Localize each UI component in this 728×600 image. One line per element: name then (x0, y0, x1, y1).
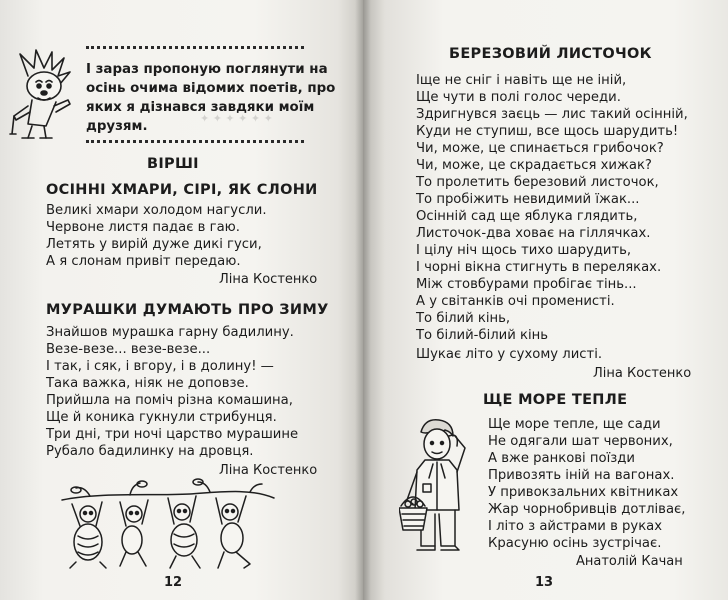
poem-line: І літо з айстрами в руках (488, 519, 663, 534)
poem-author: Ліна Костенко (593, 366, 692, 381)
poem-line: І цілу ніч щось тихо шарудить, (416, 243, 632, 258)
section-title: ВІРШІ (147, 156, 199, 172)
poem-line: Не одягали шат червоних, (488, 434, 673, 449)
intro-top-border (86, 46, 304, 49)
poem-author: Анатолій Качан (576, 554, 683, 569)
intro-bottom-border (86, 140, 304, 143)
hedgehog-mascot-icon (6, 46, 78, 142)
poem-line: То білий-білий кінь (416, 328, 549, 343)
poem-title: БЕРЕЗОВИЙ ЛИСТОЧОК (449, 46, 652, 62)
poem-line: І так, і сяк, і вгору, і в долину! — (46, 359, 274, 374)
poem-line: А вже ранкові поїзди (488, 451, 635, 466)
poem-line: Чи, може, це скрадається хижак? (416, 158, 652, 173)
poem-line: Листочок-два ховає на гіллячках. (416, 226, 651, 241)
poem-line: Червоне листя падає в гаю. (46, 220, 240, 235)
poem-line: Прийшла на поміч різна комашина, (46, 393, 293, 408)
poem-line: То пролетить березовий листочок, (416, 175, 659, 190)
poem-line: У привокзальних квітниках (488, 485, 679, 500)
poem-line: Жар чорнобривців дотліває, (488, 502, 686, 517)
book-gutter (355, 0, 371, 600)
poem-line: Знайшов мурашка гарну бадилину. (46, 325, 294, 340)
poem-line: Везе-везе... везе-везе... (46, 342, 211, 357)
poem-line: Ще чути в полі голос череди. (416, 90, 621, 105)
poem-line: Рубало бадилинку на дровця. (46, 444, 254, 459)
left-page (0, 0, 363, 600)
poem-author: Ліна Костенко (219, 463, 318, 478)
ants-carrying-branch-icon (60, 478, 280, 570)
poem-title: ЩЕ МОРЕ ТЕПЛЕ (483, 392, 628, 408)
poem-line: Між стовбурами пробігає тінь... (416, 277, 637, 292)
bleed-through-text: ✦ ✦ ✦ ✦ ✦ ✦ (200, 112, 273, 125)
intro-line: друзям. (86, 119, 148, 134)
poem-line: Осінній сад ще яблука глядить, (416, 209, 638, 224)
poem-line: Така важка, ніяк не доповзе. (46, 376, 249, 391)
right-page (363, 0, 728, 600)
poem-line: Ще й коника гукнули стрибунця. (46, 410, 277, 425)
poem-line: А я слонам привіт передаю. (46, 254, 241, 269)
poem-line: Привозять іній на вагонах. (488, 468, 675, 483)
poem-line: Шукає літо у сухому листі. (416, 347, 603, 362)
poem-line: Чи, може, це спинається грибочок? (416, 141, 664, 156)
poem-line: Іще не сніг і навіть ще не іній, (416, 73, 627, 88)
page-number: 13 (535, 575, 554, 590)
poem-line: Три дні, три ночі царство мурашине (46, 427, 299, 442)
poem-line: Здригнувся заєць — лис такий осінній, (416, 107, 688, 122)
poem-line: То пробіжить невидимий їжак... (416, 192, 640, 207)
poem-line: Красуню осінь зустрічає. (488, 536, 662, 551)
poem-line: І чорні вікна стигнуть в переляках. (416, 260, 662, 275)
poem-line: Великі хмари холодом нагусли. (46, 203, 267, 218)
poem-line: Куди не ступиш, все щось шарудить! (416, 124, 679, 139)
poem-line: То білий кінь, (416, 311, 511, 326)
intro-line: осінь очима відомих поетів, про (86, 81, 336, 96)
boy-with-basket-icon (399, 414, 479, 564)
poem-line: Летять у вирій дуже дикі гуси, (46, 237, 262, 252)
poem-author: Ліна Костенко (219, 272, 318, 287)
page-number: 12 (164, 575, 183, 590)
poem-line: Ще море тепле, ще сади (488, 417, 661, 432)
intro-line: І зараз пропоную поглянути на (86, 62, 328, 77)
intro-line: яких я дізнався завдяки моїм (86, 100, 315, 115)
poem-title: ОСІННІ ХМАРИ, СІРІ, ЯК СЛОНИ (46, 182, 318, 198)
poem-line: А у світанків очі променисті. (416, 294, 615, 309)
poem-title: МУРАШКИ ДУМАЮТЬ ПРО ЗИМУ (46, 302, 329, 318)
